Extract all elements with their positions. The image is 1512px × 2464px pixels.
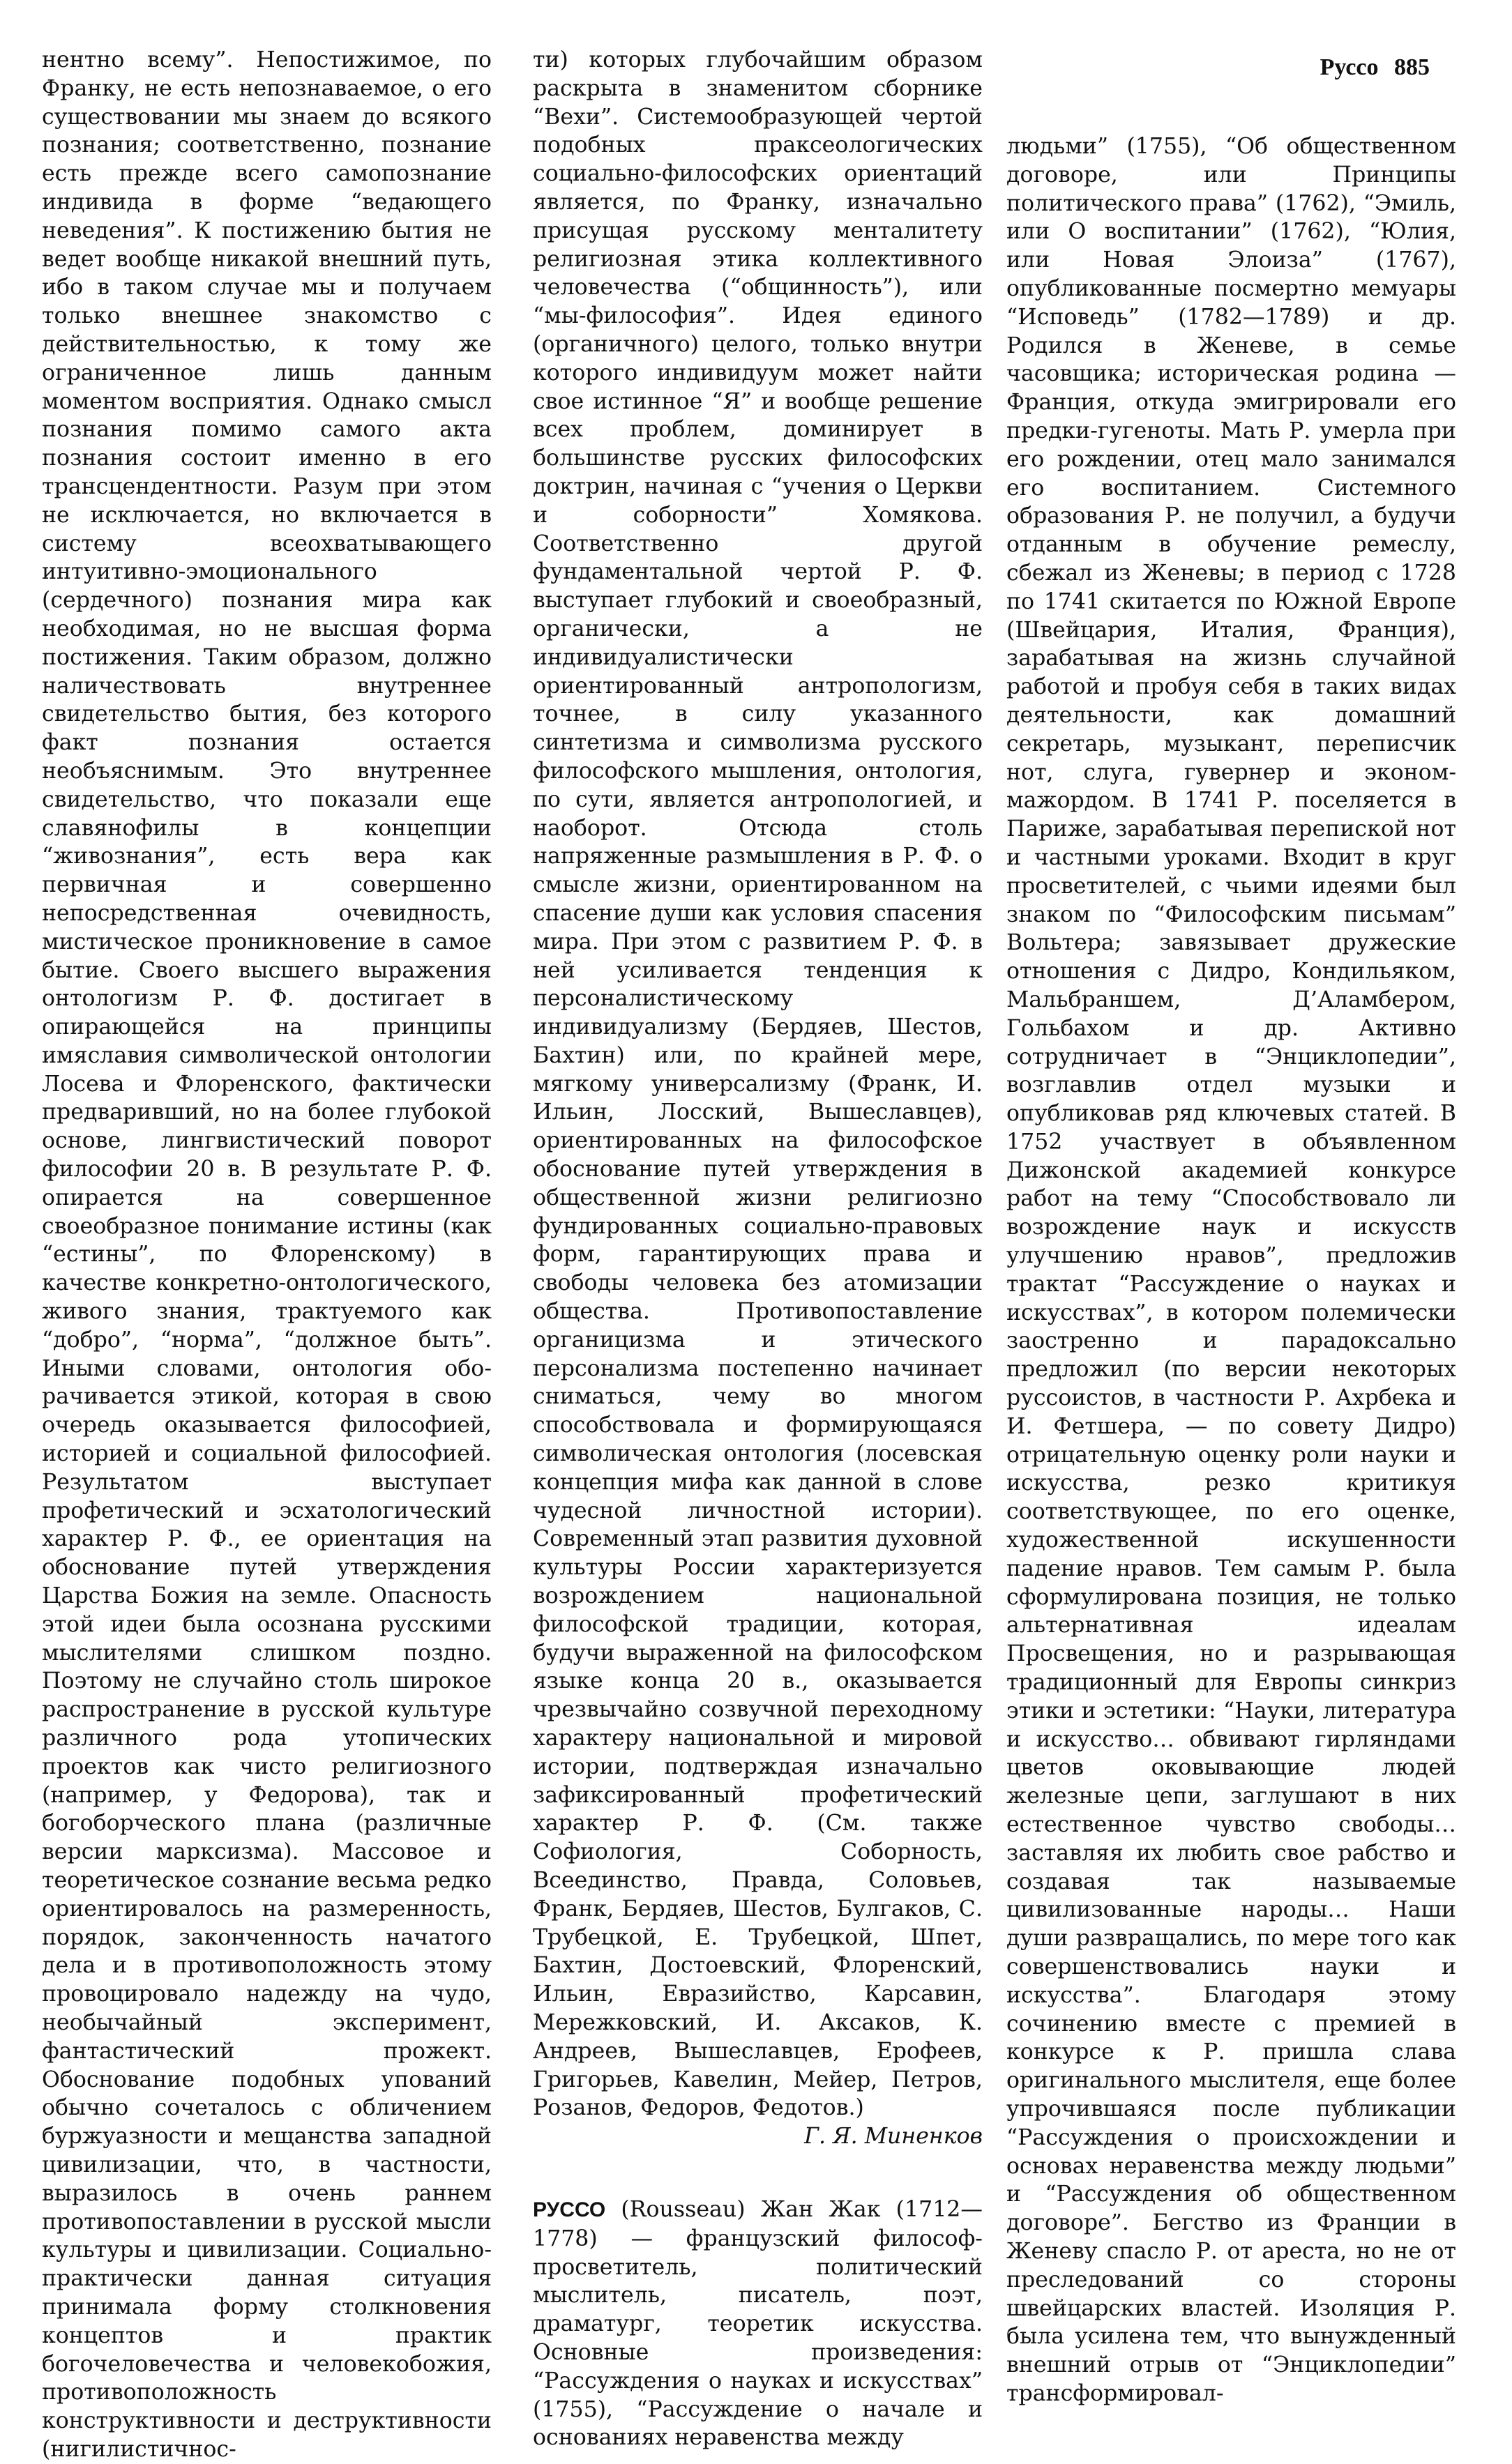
paragraph: людьми” (1755), “Об общественном договоре, или Принципы политического права” (1762), “Эмиль, или О воспитании” (1762), “Юлия, или Новая Элоиза” (1767), опубликованные посмертно мемуары “Исповедь” (1782—1789) и др. Родился в Женеве, в семье часовщика; историческая родина — Франция, откуда эмигрировали его предки-гугеноты. Мать Р. умерла при его рождении, отец мало занимался его воспитанием. Системного образования Р. не получил, а будучи отданным в обучение ремеслу, сбежал из Женевы; в период с 1728 по 1741 скитается по Южной Европе (Швейцария, Италия, Франция), зарабатывая на жизнь случайной работой и пробуя себя в таких видах деятельности, как домашний секретарь, музыкант, переписчик нот, слуга, гувернер и эконом-мажордом. В 1741 Р. поселяется в Париже, зарабатывая перепиской нот и частными уроками. Входит в круг просветителей, с чьими идеями был знаком по “Философским письмам” Вольтера; завязывает дружеские отношения с Дидро, Кондильяком, Мальбраншем, Д’Аламбером, Гольбахом и др. Активно сотрудничает в “Энциклопедии”, возглавлив отдел музыки и опубликовав ряд ключевых статей. В 1752 участвует в объявленном Дижонской академией конкурсе работ на тему “Способствовало ли возрождение наук и искусств улучшению нравов”, предложив трактат “Рассуждение о науках и искусствах”, в котором полемически заостренно и парадоксально предложил (по версии некоторых руссоистов, в частности Р. Ахрбека и И. Фетшера, — по совету Дидро) отрицательную оценку роли науки и искусства, резко критикуя соответствующее, по его оценке, художественной искушенности падение нравов. Тем самым Р. была сформулирована позиция, не только альтернативная идеалам Просвещения, но и разрывающая традиционный для Европы синкриз этики и эстетики: “Науки, литература и искусство… обвивают гирляндами цветов оковывающие людей железные цепи, заглушают в них естественное чувство свободы… заставляя их любить свое рабство и создавая так называемые цивилизованные народы… Наши души развращались, по мере того как совершенствовались науки и искусства”. Благодаря этому сочинению вместе с премией в конкурсе к Р. пришла слава оригинального мыслителя, еще более упрочившаяся после публикации “Рассуждения о происхождении и основах неравенства между людьми” и “Рассуждения об общественном договоре”. Бегство из Франции в Женеву спасло Р. от ареста, но не от преследований со стороны швейцарских властей. Изоляция Р. была усилена тем, что вынужденный внешний отрыв от “Энциклопедии” трансформировал- — [1006, 134, 1456, 2406]
page-number: 885 — [1394, 54, 1430, 80]
text-column-2 — [533, 46, 983, 2452]
running-head — [1320, 54, 1430, 81]
entry-rousseau — [533, 2196, 983, 2452]
author-signature: Г. Я. Миненков — [804, 2124, 983, 2150]
running-head-title: Руссо — [1320, 54, 1379, 80]
paragraph: нентно всему”. Непостижимое, по Франку, не есть непознаваемое, о его существовании мы знаем до всякого познания; соответственно, познание есть прежде всего самопознание индивида в форме “ведающего неведения”. К постижению бытия не ведет вообще никакой внешний путь, ибо в таком случае мы и получаем только внешнее знакомство с действительностью, к тому же ограниченное лишь данным моментом восприятия. Однако смысл познания помимо самого акта познания состоит именно в его трансцендентности. Разум при этом не исключается, но включается в систему всеохватывающего интуитивно-эмоционального (сердечного) познания мира как необходимая, но не высшая форма постижения. Таким образом, должно наличествовать внутреннее свидетельство бытия, без которого факт познания остается необъяснимым. Это внутреннее свидетельство, что показали еще славянофилы в концепции “живознания”, есть вера как первичная и совершенно непосредственная очевидность, мистическое проникновение в самое бытие. Своего высшего выражения онтологизм Р. Ф. достигает в опирающейся на принципы имяславия символической онтологии Лосева и Флоренского, фактически предваривший, но на более глубокой основе, лингвистический поворот философии 20 в. В результате Р. Ф. опирается на совершенное своеобразное понимание истины (как “естины”, по Флоренскому) в качестве конкретно-онтологического, живого знания, трактуемого как “добро”, “норма”, “должное быть”. Иными словами, онтология обо-рачивается этикой, которая в свою очередь оказывается философией, историей и социальной философией. Результатом выступает профетический и эсхатологический характер Р. Ф., ее ориентация на обоснование путей утверждения Царства Божия на земле. Опасность этой идеи была осознана русскими мыслителями слишком поздно. Поэтому не случайно столь широкое распространение в русской культуре различного рода утопических проектов как чисто религиозного (например, у Федорова), так и богоборческого плана (различные версии марксизма). Массовое и теоретическое сознание весьма редко ориентировалось на размеренность, порядок, законченность начатого дела и в противоположность этому провоцировало надежду на чудо, необычайный эксперимент, фантастический прожект. Обоснование подобных упований обычно сочеталось с обличением буржуазности и мещанства западной цивилизации, что, в частности, выразилось в очень раннем противопоставлении в русской мысли культуры и цивилизации. Социально-практически данная ситуация принимала форму столкновения концептов и практик богочеловечества и человекобожия, противоположность конструктивности и деструктивности (нигилистичнос- — [42, 47, 492, 2462]
text-column-3 — [1006, 132, 1456, 2408]
entry-headword: РУССО — [533, 2198, 606, 2221]
paragraph: ти) которых глубочайшим образом раскрыта в знаменитом сборнике “Вехи”. Системообразующей чертой подобных праксеологических социально-философских ориентаций является, по Франку, изначально присущая русскому менталитету религиозная этика коллективного человечества (“общинность”), или “мы-философия”. Идея единого (органичного) целого, только внутри которого индивидуум может найти свое истинное “Я” и вообще решение всех проблем, доминирует в большинстве русских философских доктрин, начиная с “учения о Церкви и соборности” Хомякова. Соответственно другой фундаментальной чертой Р. Ф. выступает глубокий и своеобразный, органически, а не индивидуалистически ориентированный антропологизм, точнее, в силу указанного синтетизма и символизма русского философского мышления, онтология, по сути, является антропологией, и наоборот. Отсюда столь напряженные размышления в Р. Ф. о смысле жизни, ориентированном на спасение души как условия спасения мира. При этом с развитием Р. Ф. в ней усиливается тенденция к персоналистическому индивидуализму (Бердяев, Шестов, Бахтин) или, по крайней мере, мягкому универсализму (Франк, И. Ильин, Лосский, Вышеславцев), ориентированных на философское обоснование путей утверждения в общественной жизни религиозно фундированных социально-правовых форм, гарантирующих права и свободы человека без атомизации общества. Противопоставление органицизма и этического персонализма постепенно начинает сниматься, чему во многом способствовала и формирующаяся символическая онтология (лосевская концепция мифа как данной в слове чудесной личностной истории). Современный этап развития духовной культуры России характеризуется возрождением национальной философской традиции, которая, будучи выраженной на философском языке конца 20 в., оказывается чрезвычайно созвучной переходному характеру национальной и мировой истории, подтверждая изначально зафиксированный профетический характер Р. Ф. (См. также Софиология, Соборность, Всеединство, Правда, Соловьев, Франк, Бердяев, Шестов, Булгаков, С. Трубецкой, Е. Трубецкой, Шпет, Бахтин, Достоевский, Флоренский, Ильин, Евразийство, Карсавин, Мережковский, И. Аксаков, К. Андреев, Вышеславцев, Ерофеев, Григорьев, Кавелин, Мейер, Петров, Розанов, Федоров, Федотов.) — [533, 47, 983, 2121]
text-column-1 — [42, 46, 492, 2464]
entry-text: (Rousseau) Жан Жак (1712—1778) — французский философ-просветитель, политический мыслитель, писатель, поэт, драматург, теоретик искусства. Основные произведения: “Рассуждения о науках и искусствах” (1755), “Рассуждение о начале и основаниях неравенства между — [533, 2196, 983, 2451]
